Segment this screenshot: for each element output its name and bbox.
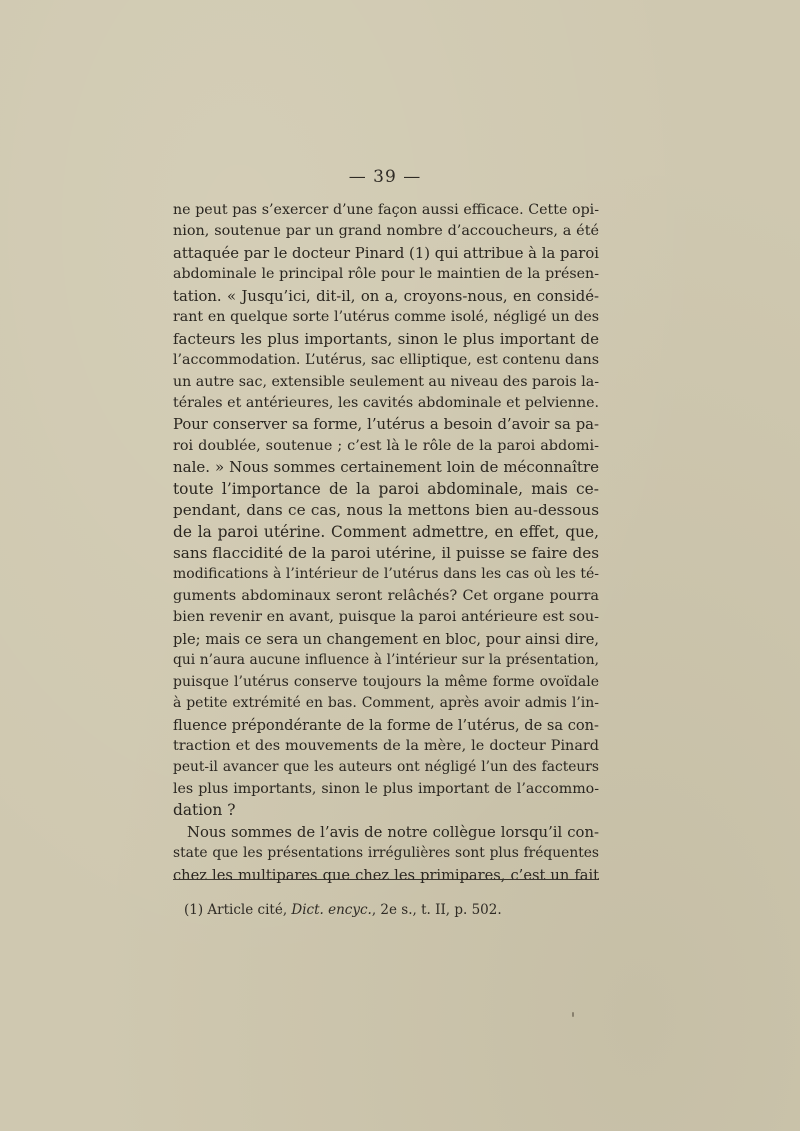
- body-text: [173, 200, 599, 886]
- text-line: tation. « Jusqu’ici, dit-il, on a, croyons-nous, en considé-: [173, 287, 599, 305]
- text-line: les plus importants, sinon le plus important de l’accommo-: [173, 780, 599, 797]
- text-line: à petite extrémité en bas. Comment, après avoir admis l’in-: [173, 695, 599, 712]
- text-line: chez les multipares que chez les primipares, c’est un fait: [173, 866, 599, 884]
- text-line: sans flaccidité de la paroi utérine, il puisse se faire des: [173, 544, 599, 562]
- text-line: pendant, dans ce cas, nous la mettons bien au-dessous: [173, 501, 599, 520]
- text-line: bien revenir en avant, puisque la paroi antérieure est sou-: [173, 609, 599, 626]
- text-line: roi doublée, soutenue ; c’est là le rôle de la paroi abdomi-: [173, 437, 599, 454]
- text-line: traction et des mouvements de la mère, le docteur Pinard: [173, 737, 599, 754]
- text-line: rant en quelque sorte l’utérus comme isolé, négligé un des: [173, 309, 599, 326]
- footnote-marker: (1): [184, 902, 204, 918]
- text-line: l’accommodation. L’utérus, sac elliptique, est contenu dans: [173, 352, 599, 369]
- text-line: un autre sac, extensible seulement au niveau des parois la-: [173, 373, 599, 390]
- footnote-text: Article cité,: [203, 902, 292, 918]
- text-line: modifications à l’intérieur de l’utérus dans les cas où les té-: [173, 566, 599, 583]
- text-line: facteurs les plus importants, sinon le plus important de: [173, 329, 599, 348]
- text-line: puisque l’utérus conserve toujours la même forme ovoïdale: [173, 673, 599, 690]
- text-line: fluence prépondérante de la forme de l’utérus, de sa con-: [173, 716, 599, 734]
- text-line: ple; mais ce sera un changement en bloc, pour ainsi dire,: [173, 630, 599, 648]
- footnote-divider: [173, 879, 599, 880]
- text-line: dation ?: [173, 801, 236, 820]
- text-line: Pour conserver sa forme, l’utérus a besoin d’avoir sa pa-: [173, 416, 599, 434]
- text-line: ne peut pas s’exercer d’une façon aussi efficace. Cette opi-: [173, 202, 599, 218]
- footnote-reference: , 2e s., t. II, p. 502.: [371, 902, 502, 918]
- footnote-italic-title: Dict. encyc.: [291, 902, 372, 918]
- text-line: peut-il avancer que les auteurs ont négligé l’un des facteurs: [173, 759, 599, 776]
- text-line: nion, soutenue par un grand nombre d’accoucheurs, a été: [173, 223, 599, 240]
- page-number: — 39 —: [348, 167, 422, 187]
- text-line: qui n’aura aucune influence à l’intérieur sur la présentation,: [173, 652, 599, 669]
- text-line: térales et antérieures, les cavités abdominale et pelvienne.: [173, 394, 599, 411]
- text-line: de la paroi utérine. Comment admettre, en effet, que,: [173, 522, 599, 541]
- text-line: nale. » Nous sommes certainement loin de méconnaître: [173, 458, 599, 477]
- paper-speck: [572, 1012, 574, 1017]
- text-line: abdominale le principal rôle pour le maintien de la présen-: [173, 266, 599, 283]
- text-line: state que les présentations irrégulières sont plus fréquentes: [173, 845, 599, 862]
- text-line: toute l’importance de la paroi abdominale, mais ce-: [173, 479, 599, 498]
- text-line: guments abdominaux seront relâchés? Cet organe pourra: [173, 587, 599, 604]
- footnote: [184, 902, 502, 918]
- text-line: attaquée par le docteur Pinard (1) qui attribue à la paroi: [173, 244, 599, 262]
- text-line: Nous sommes de l’avis de notre collègue lorsqu’il con-: [187, 823, 599, 841]
